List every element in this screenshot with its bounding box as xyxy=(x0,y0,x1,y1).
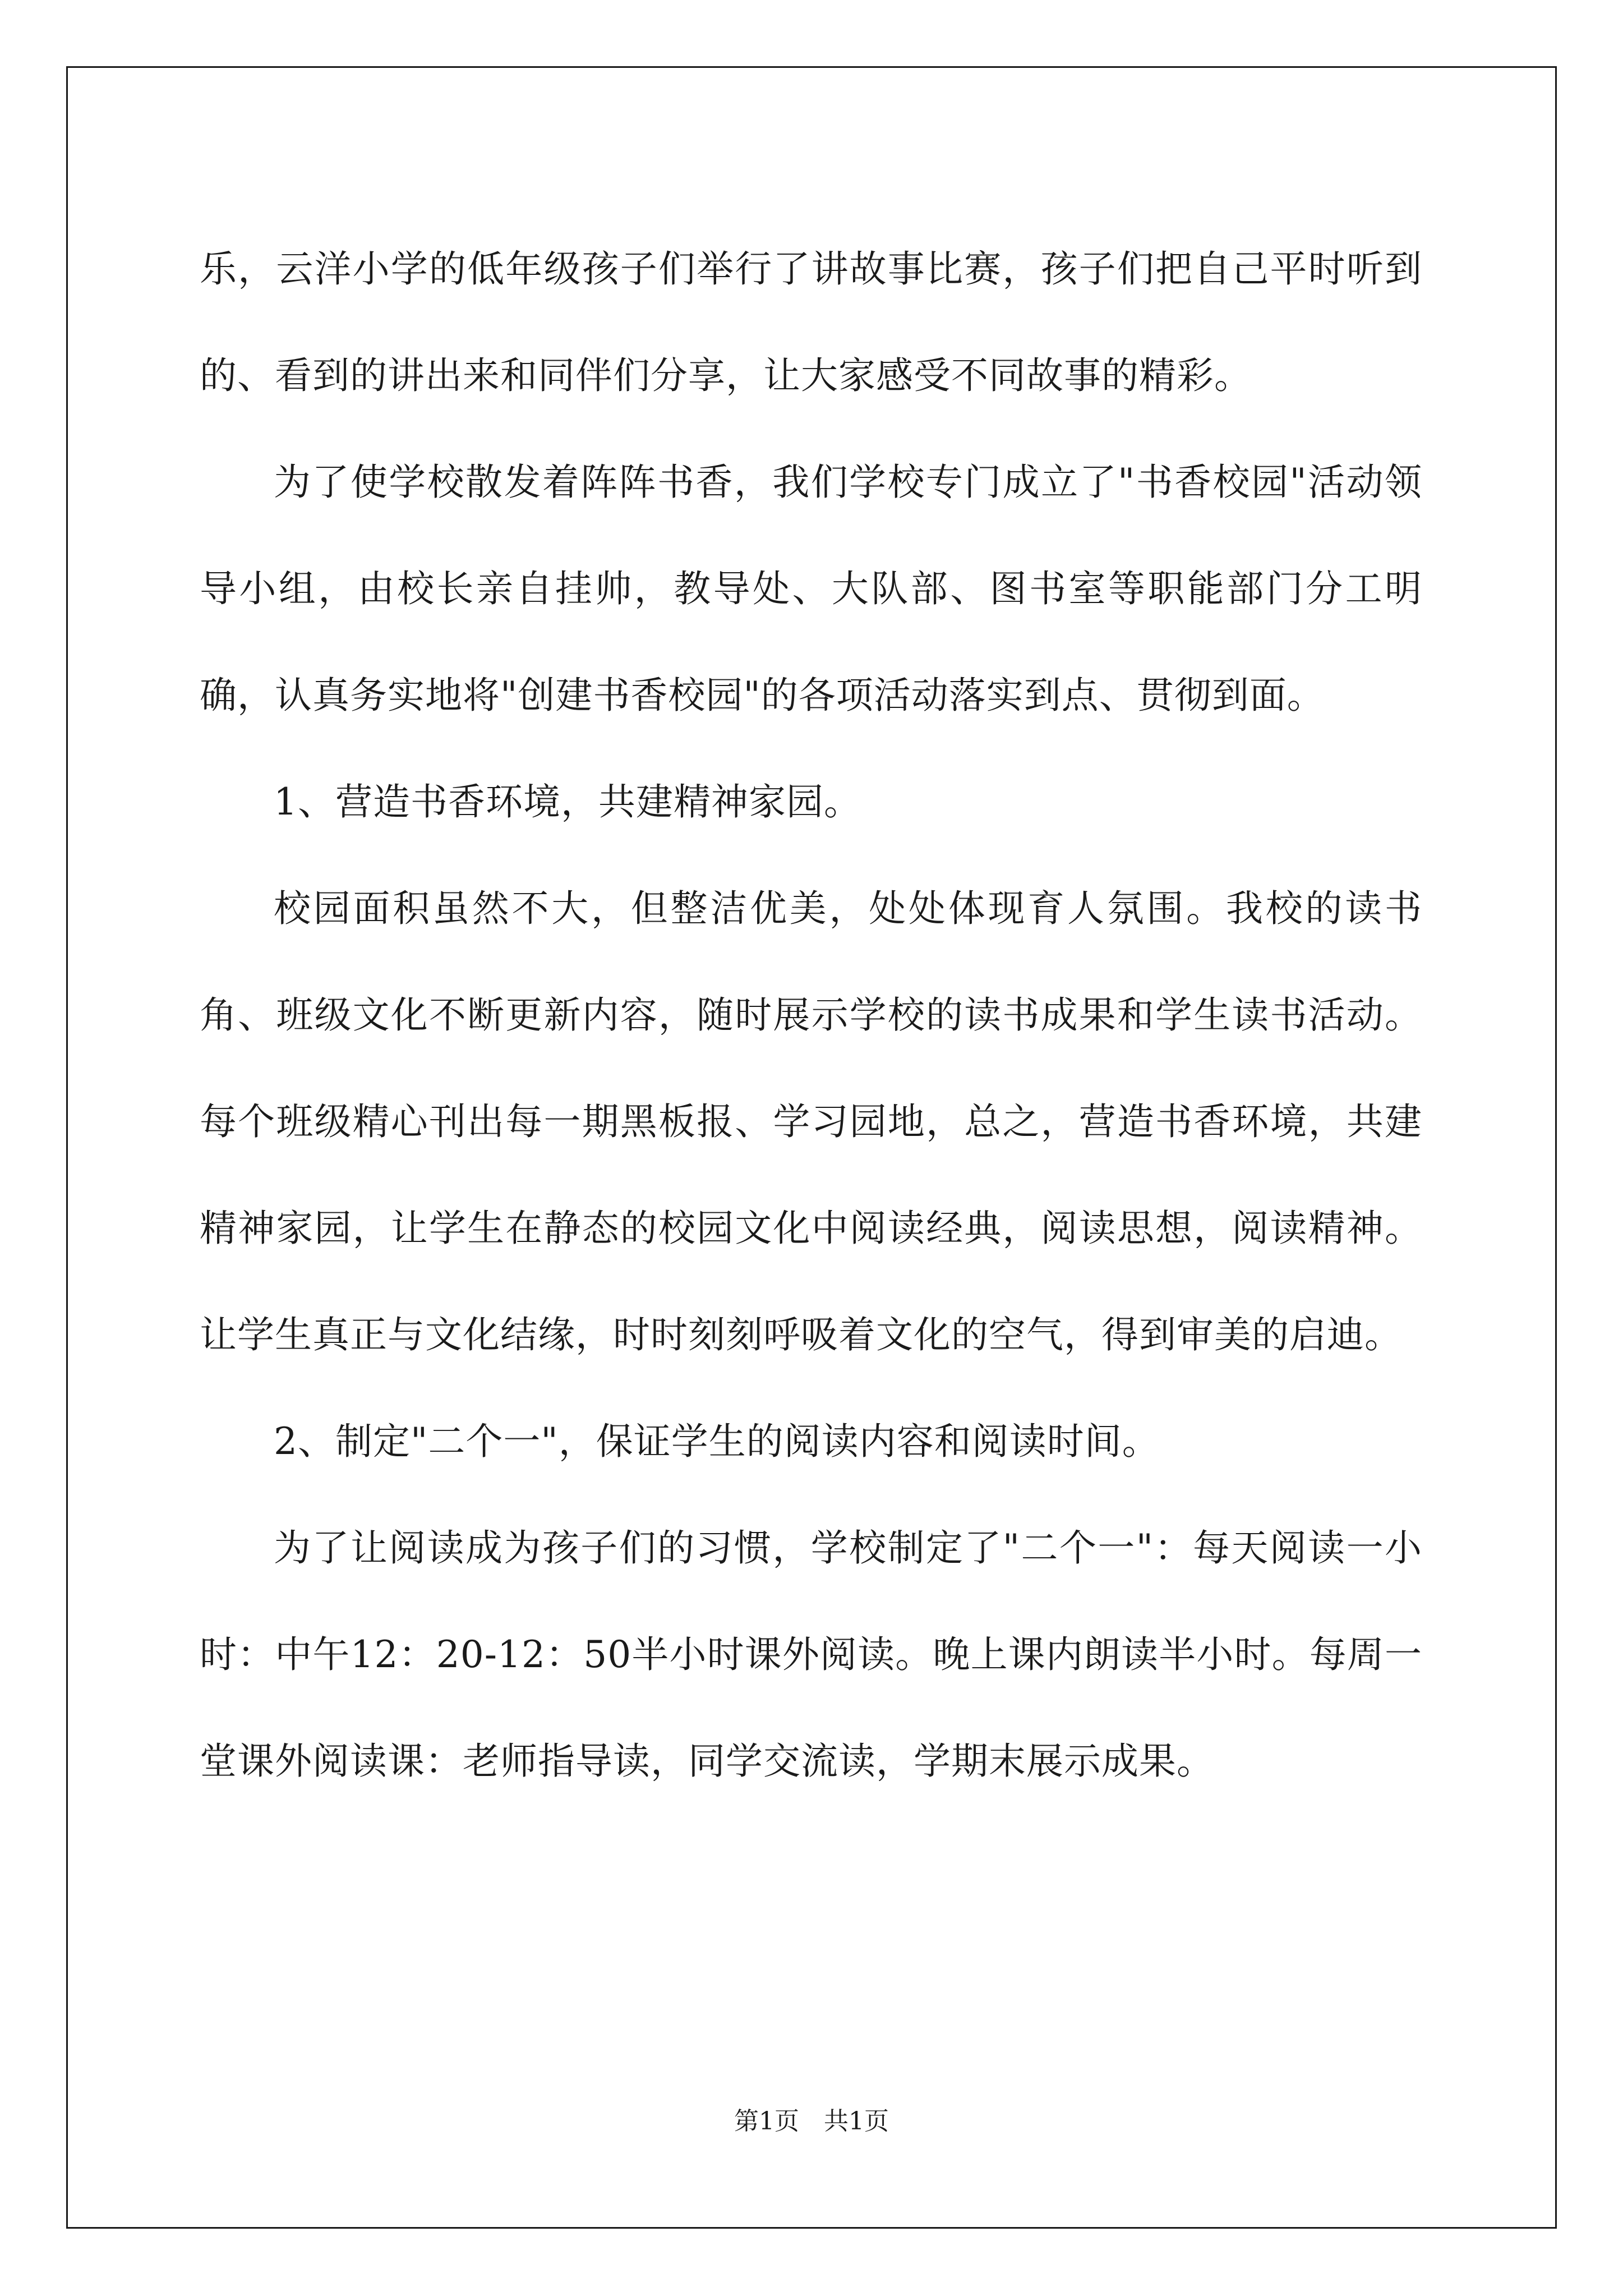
page-footer xyxy=(0,2101,1623,2137)
paragraph-2: 为了使学校散发着阵阵书香，我们学校专门成立了"书香校园"活动领导小组，由校长亲自挂帅，教导处、大队部、图书室等职能部门分工明确，认真务实地将"创建书香校园"的各项活动落实到点、贯彻到面。 xyxy=(200,461,1422,717)
paragraph-1: 乐，云洋小学的低年级孩子们举行了讲故事比赛，孩子们把自己平时听到的、看到的讲出来和同伴们分享，让大家感受不同故事的精彩。 xyxy=(200,247,1422,397)
page-number: 第1页 xyxy=(734,2107,799,2136)
section-heading-2: 2、制定"二个一"，保证学生的阅读内容和阅读时间。 xyxy=(274,1420,1160,1463)
page-total: 共1页 xyxy=(824,2107,889,2136)
paragraph-3: 校园面积虽然不大，但整洁优美，处处体现育人氛围。我校的读书角、班级文化不断更新内容，随时展示学校的读书成果和学生读书活动。每个班级精心刊出每一期黑板报、学习园地，总之，营造书香环境，共建精神家园，让学生在静态的校园文化中阅读经典，阅读思想，阅读精神。让学生真正与文化结缘，时时刻刻呼吸着文化的空气，得到审美的启迪。 xyxy=(200,887,1422,1356)
paragraph-4: 为了让阅读成为孩子们的习惯，学校制定了"二个一"：每天阅读一小时：中午12：20-12：50半小时课外阅读。晚上课内朗读半小时。每周一堂课外阅读课：老师指导读，同学交流读，学期末展示成果。 xyxy=(200,1526,1422,1783)
section-heading-1: 1、营造书香环境，共建精神家园。 xyxy=(274,780,861,823)
document-body xyxy=(200,216,1422,1815)
